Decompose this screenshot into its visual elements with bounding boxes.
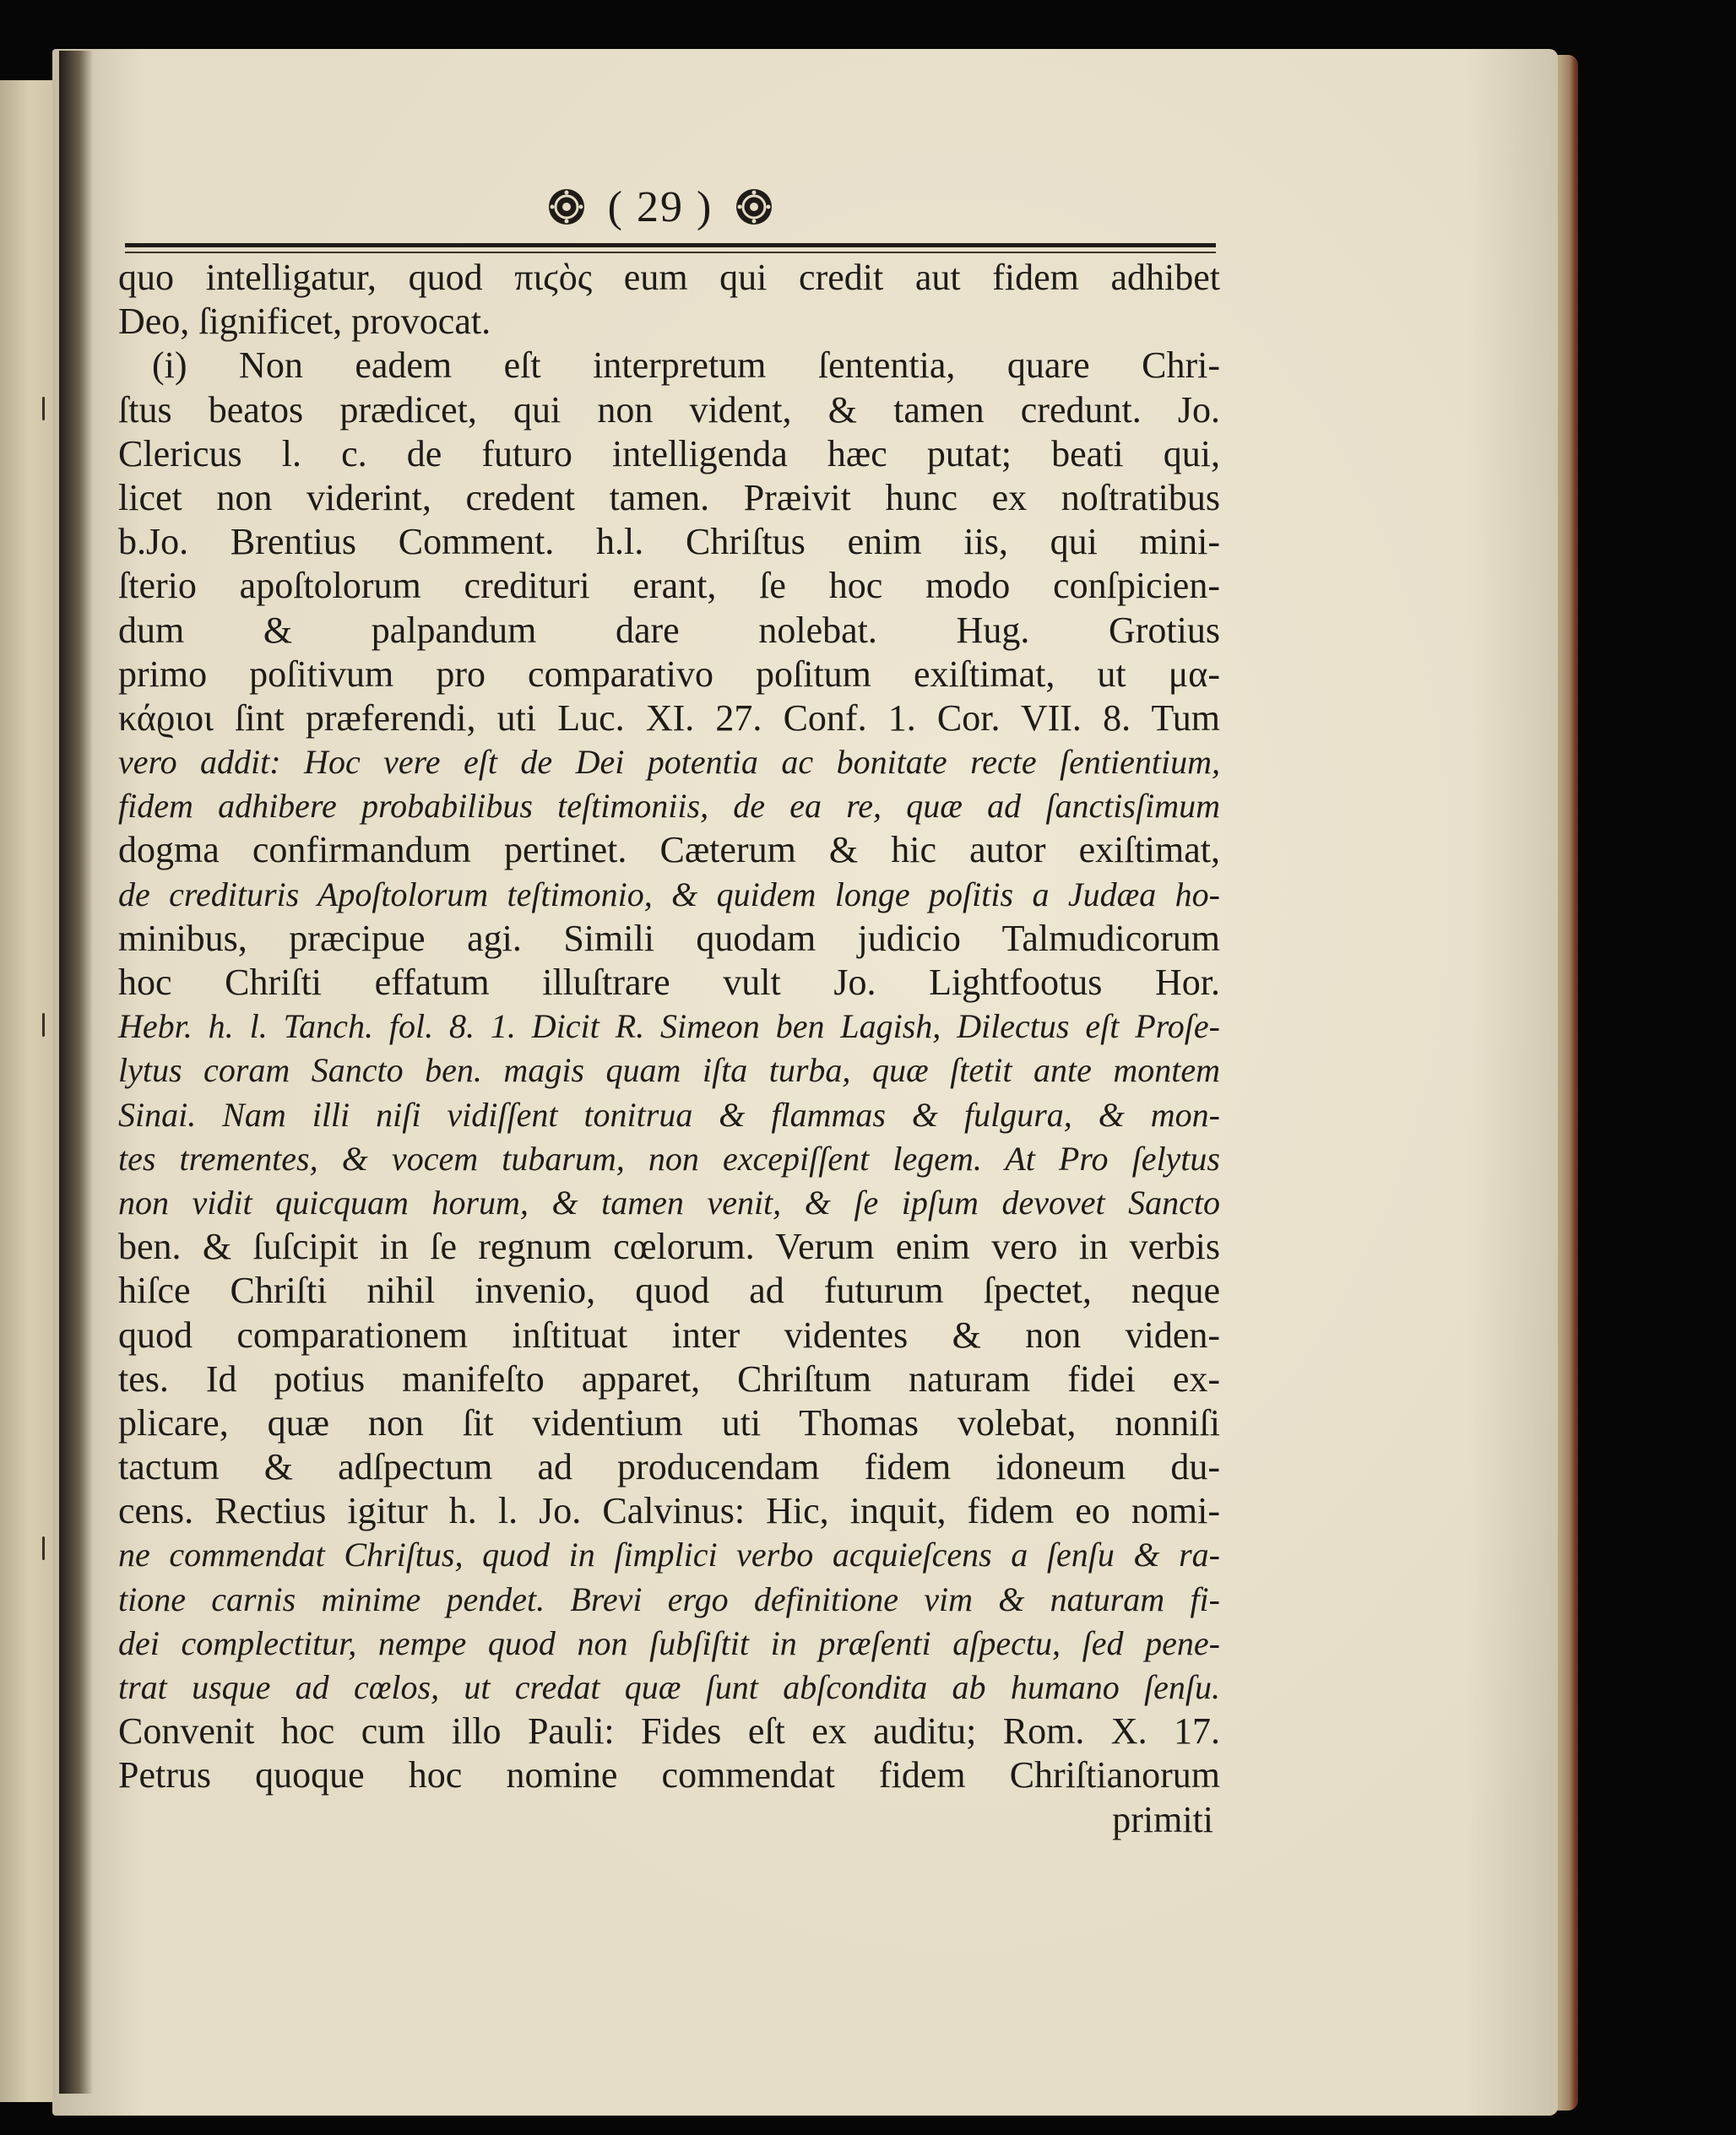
text-line: de credituris Apoſtolorum teſtimonio, & quidem longe poſitis a Judæa ho- xyxy=(118,875,1220,913)
text-line: Clericus l. c. de futuro intelligenda hæc putat; beati qui, xyxy=(118,432,1220,474)
text-line: (i) Non eadem eſt interpretum ſententia, quare Chri- xyxy=(152,344,1220,387)
running-header xyxy=(517,177,804,236)
rosette-ornament-left-icon xyxy=(547,187,586,226)
text-line: trat usque ad cœlos, ut credat quæ ſunt abſcondita ab humano ſenſu. xyxy=(118,1668,1220,1706)
text-line: tactum & adſpectum ad producendam fidem idoneum du- xyxy=(118,1446,1220,1488)
header-rule-thick xyxy=(125,243,1216,247)
text-line: ne commendat Chriſtus, quod in ſimplici verbo acquieſcens a ſenſu & ra- xyxy=(118,1536,1220,1574)
page-number: ( 29 ) xyxy=(607,182,713,231)
text-line: dei complectitur, nempe quod non ſubſiſtit in præſenti aſpectu, ſed pene- xyxy=(118,1623,1220,1662)
text-line: fidem adhibere probabilibus teſtimoniis, de ea re, quæ ad ſanctisſimum xyxy=(118,787,1220,826)
text-line: tione carnis minime pendet. Brevi ergo definitione vim & naturam fi- xyxy=(118,1580,1220,1618)
catchword: primiti xyxy=(1112,1798,1213,1840)
body-text xyxy=(118,256,1220,1842)
text-line: hiſce Chriſti nihil invenio, quod ad futurum ſpectet, neque xyxy=(118,1270,1220,1312)
text-line: minibus, præcipue agi. Simili quodam judicio Talmudicorum xyxy=(118,917,1220,959)
text-line: tes trementes, & vocem tubarum, non excepiſſent legem. At Pro ſelytus xyxy=(118,1139,1220,1178)
text-line: non vidit quicquam horum, & tamen venit, & ſe ipſum devovet Sancto xyxy=(118,1183,1220,1222)
text-line: Petrus quoque hoc nomine commendat fidem Chriſtianorum xyxy=(118,1754,1220,1796)
text-line: quo intelligatur, quod πιϛὸς eum qui credit aut fidem adhibet xyxy=(118,257,1220,298)
text-line: Sinai. Nam illi niſi vidiſſent tonitrua & flammas & fulgura, & mon- xyxy=(118,1095,1220,1134)
text-line: primo poſitivum pro comparativo poſitum exiſtimat, ut μα- xyxy=(118,653,1220,695)
text-line: dum & palpandum dare nolebat. Hug. Grotius xyxy=(118,609,1220,651)
text-line: dogma confirmandum pertinet. Cæterum & hic autor exiſtimat, xyxy=(118,829,1220,871)
text-line: ben. & ſuſcipit in ſe regnum cœlorum. Verum enim vero in verbis xyxy=(118,1226,1220,1268)
text-line: b.Jo. Brentius Comment. h.l. Chriſtus enim iis, qui mini- xyxy=(118,521,1220,563)
text-line: tes. Id potius manifeſto apparet, Chriſtum naturam fidei ex- xyxy=(118,1357,1220,1400)
text-line: ſterio apoſtolorum credituri erant, ſe hoc modo conſpicien- xyxy=(118,565,1220,607)
rosette-ornament-right-icon xyxy=(735,187,773,226)
gutter-shadow xyxy=(59,51,93,2094)
text-line: κάϱιοι ſint præferendi, uti Luc. XI. 27. Conf. 1. Cor. VII. 8. Tum xyxy=(118,696,1220,739)
header-rule-thin xyxy=(125,252,1216,253)
text-line: Convenit hoc cum illo Pauli: Fides eſt ex auditu; Rom. X. 17. xyxy=(118,1710,1220,1753)
text-line: plicare, quæ non ſit videntium uti Thomas volebat, nonniſi xyxy=(118,1401,1220,1444)
text-line: lytus coram Sancto ben. magis quam iſta turba, quæ ſtetit ante montem xyxy=(118,1051,1220,1090)
text-line: ſtus beatos prædicet, qui non vident, & tamen credunt. Jo. xyxy=(118,388,1220,431)
text-line: Deo, ſignificet, provocat. xyxy=(118,301,491,343)
text-line: vero addit: Hoc vere eſt de Dei potentia ac bonitate recte ſentientium, xyxy=(118,743,1220,782)
text-line: Hebr. h. l. Tanch. fol. 8. 1. Dicit R. Simeon ben Lagish, Dilectus eſt Proſe- xyxy=(118,1007,1220,1046)
text-line: licet non viderint, credent tamen. Præivit hunc ex noſtratibus xyxy=(118,476,1220,518)
text-line: cens. Rectius igitur h. l. Jo. Calvinus: Hic, inquit, fidem eo nomi- xyxy=(118,1490,1220,1532)
text-line: hoc Chriſti effatum illuſtrare vult Jo. Lightfootus Hor. xyxy=(118,962,1220,1003)
binding-thread-marks xyxy=(37,0,62,2135)
text-line: quod comparationem inſtituat inter videntes & non viden- xyxy=(118,1314,1220,1356)
